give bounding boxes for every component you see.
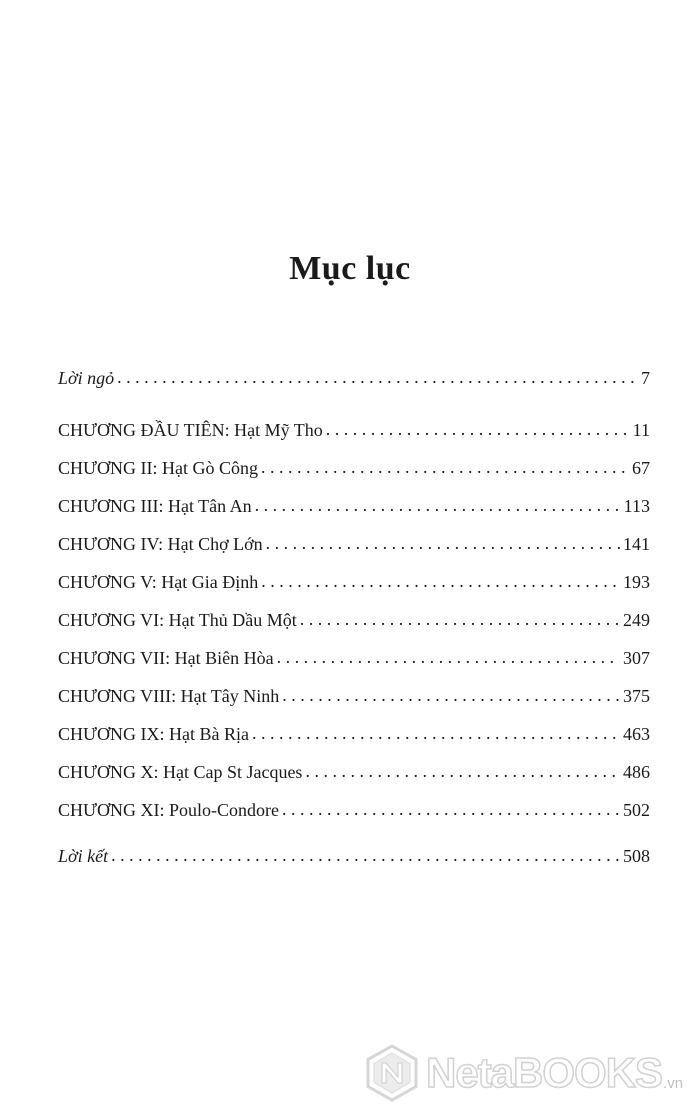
toc-entry [58,685,650,707]
toc-entry [58,723,650,745]
toc-entry-label: CHƯƠNG II: Hạt Gò Công [58,458,258,478]
toc-entry [58,457,650,479]
toc-entry-label: CHƯƠNG XI: Poulo-Condore [58,800,279,820]
toc-entry [58,845,650,867]
page-title: Mục lục [289,250,411,287]
toc-entry-label: CHƯƠNG VII: Hạt Biên Hòa [58,648,274,668]
toc-entry [58,533,650,555]
dot-leader [282,684,620,706]
toc-entry-page: 508 [623,846,650,866]
toc-entry [58,571,650,593]
toc-entry-page: 141 [623,534,650,554]
toc-entry-label: CHƯƠNG VIII: Hạt Tây Ninh [58,686,280,706]
toc-entry-page: 375 [623,686,650,706]
toc-entry [58,799,650,821]
toc-entry-page: 113 [623,496,650,516]
toc-entry [58,419,650,441]
dot-leader [326,418,630,440]
dot-leader [255,494,621,516]
toc-entry-page: 502 [623,800,650,820]
watermark-suffix: .vn [663,1075,684,1092]
dot-leader [111,844,620,866]
toc-entry-page: 7 [641,368,650,388]
dot-leader [305,760,620,782]
toc-entry-label: CHƯƠNG IV: Hạt Chợ Lớn [58,534,263,554]
dot-leader [277,646,620,668]
toc-entry-page: 463 [623,724,650,744]
dot-leader [261,456,629,478]
dot-leader [300,608,620,630]
toc-entry-label: CHƯƠNG III: Hạt Tân An [58,496,252,516]
watermark [362,1040,692,1106]
toc-entry-page: 193 [623,572,650,592]
toc-entry-label: CHƯƠNG IX: Hạt Bà Rịa [58,724,249,744]
toc-entry [58,647,650,669]
toc-entry-page: 486 [623,762,650,782]
toc-entry-label: Lời ngỏ [58,368,115,388]
dot-leader [282,798,620,820]
watermark-brand: NetaBOOKS [426,1049,663,1096]
toc-entry [58,495,650,517]
toc-entry [58,367,650,389]
netabooks-logo-icon [362,1043,422,1103]
toc-entry-label: CHƯƠNG VI: Hạt Thủ Dầu Một [58,610,297,630]
dot-leader [266,532,620,554]
toc-entry-page: 11 [632,420,650,440]
toc-entry-label: CHƯƠNG ĐẦU TIÊN: Hạt Mỹ Tho [58,420,323,440]
toc-entry-label: CHƯƠNG X: Hạt Cap St Jacques [58,762,303,782]
toc-entry-page: 249 [623,610,650,630]
toc-entry-page: 67 [632,458,650,478]
dot-leader [117,366,638,388]
toc-entry-label: CHƯƠNG V: Hạt Gia Định [58,572,259,592]
toc-entry [58,609,650,631]
dot-leader [252,722,620,744]
toc-entry-label: Lời kết [58,846,109,866]
toc-entry [58,761,650,783]
dot-leader [261,570,620,592]
toc-entry-page: 307 [623,648,650,668]
